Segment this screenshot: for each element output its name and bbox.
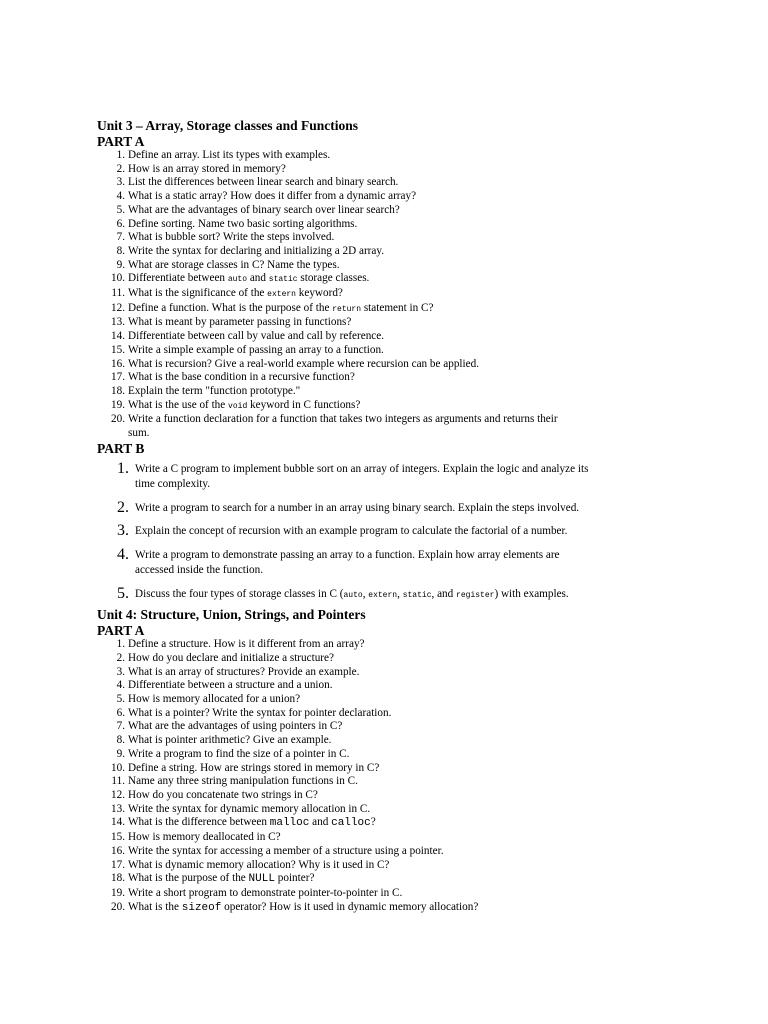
code-keyword: calloc bbox=[331, 817, 371, 830]
code-keyword: auto bbox=[343, 590, 363, 600]
code-keyword: extern bbox=[267, 290, 296, 300]
list-item: 18. Explain the term "function prototype." bbox=[111, 384, 301, 397]
list-item: 1. Define a structure. How is it different from an array? bbox=[116, 638, 365, 651]
list-item: 3. What is an array of structures? Provide an example. bbox=[116, 665, 360, 678]
list-item: 6. What is a pointer? Write the syntax for pointer declaration. bbox=[116, 706, 392, 719]
list-item: 6. Define sorting. Name two basic sorting algorithms. bbox=[116, 217, 358, 230]
list-item: 19. Write a short program to demonstrate pointer-to-pointer in C. bbox=[111, 886, 403, 899]
list-item: 7. What is bubble sort? Write the steps involved. bbox=[116, 231, 335, 244]
list-item: 3. List the differences between linear search and binary search. bbox=[116, 176, 399, 189]
list-item: 8. What is pointer arithmetic? Give an example. bbox=[116, 734, 332, 747]
list-item: 14. Differentiate between call by value and call by reference. bbox=[111, 330, 385, 343]
unit3-title: Unit 3 – Array, Storage classes and Functions bbox=[97, 118, 359, 133]
unit4-title: Unit 4: Structure, Union, Strings, and Pointers bbox=[97, 607, 366, 623]
unit4-part-a-title: PART A bbox=[97, 623, 145, 639]
list-item: 10. Define a string. How are strings stored in memory in C? bbox=[111, 761, 380, 774]
list-item: 13. What is meant by parameter passing in functions? bbox=[111, 316, 352, 329]
code-keyword: auto bbox=[227, 275, 248, 285]
list-item: 18. What is the purpose of the NULL pointer? bbox=[111, 872, 315, 886]
list-item: 8. Write the syntax for declaring and initializing a 2D array. bbox=[116, 244, 385, 257]
list-item: 12. Define a function. What is the purpose of the return statement in C? bbox=[111, 301, 434, 314]
code-keyword: extern bbox=[368, 590, 398, 600]
list-item: 12. How do you concatenate two strings in C? bbox=[111, 789, 318, 801]
code-keyword: void bbox=[228, 401, 248, 411]
list-item: 16. Write the syntax for accessing a member of a structure using a pointer. bbox=[111, 844, 444, 857]
list-item: 2. How is an array stored in memory? bbox=[116, 162, 286, 175]
list-item: 14. What is the difference between malloc and calloc? bbox=[111, 816, 376, 830]
list-item: 11. What is the significance of the extern keyword? bbox=[111, 287, 343, 300]
list-item: 17. What is the base condition in a recursive function? bbox=[111, 371, 355, 384]
unit3-part-b-title: PART B bbox=[97, 440, 145, 456]
document-page bbox=[97, 118, 597, 915]
list-item: 7. What are the advantages of using pointers in C? bbox=[116, 720, 343, 733]
list-item: 1. Write a C program to implement bubble sort on an array of integers. Explain the logic and analyze its time complexity. bbox=[117, 459, 589, 491]
code-keyword: sizeof bbox=[181, 901, 222, 914]
unit4-part-a-list bbox=[97, 638, 597, 915]
list-item: 19. What is the use of the void keyword in C functions? bbox=[111, 398, 361, 411]
list-item: 5. What are the advantages of binary search over linear search? bbox=[116, 203, 400, 216]
list-item: 4. Differentiate between a structure and a union. bbox=[116, 679, 333, 692]
unit3-part-a-list bbox=[97, 149, 597, 441]
code-keyword: malloc bbox=[269, 817, 310, 830]
list-item: 17. What is dynamic memory allocation? Why is it used in C? bbox=[111, 858, 390, 871]
list-item: 10. Differentiate between auto and static storage classes. bbox=[111, 272, 370, 285]
list-item: 9. Write a program to find the size of a pointer in C. bbox=[116, 747, 350, 760]
list-item: 2. How do you declare and initialize a structure? bbox=[116, 651, 334, 664]
list-item: 13. Write the syntax for dynamic memory allocation in C. bbox=[111, 802, 371, 815]
unit3-part-a-title: PART A bbox=[97, 134, 145, 149]
code-keyword: register bbox=[456, 590, 495, 600]
list-item: 20. Write a function declaration for a function that takes two integers as arguments and returns their sum. bbox=[111, 413, 558, 440]
list-item: 15. Write a simple example of passing an array to a function. bbox=[111, 343, 384, 356]
list-item: 4. What is a static array? How does it differ from a dynamic array? bbox=[116, 190, 417, 203]
list-item: 15. How is memory deallocated in C? bbox=[111, 831, 281, 844]
list-item: 5. How is memory allocated for a union? bbox=[116, 693, 301, 706]
unit3-part-b-list bbox=[97, 459, 597, 604]
code-keyword: static bbox=[268, 275, 298, 285]
list-item: 5. Discuss the four types of storage classes in C (auto, extern, static, and register) with examples. bbox=[117, 584, 569, 602]
list-item: 11. Name any three string manipulation functions in C. bbox=[111, 775, 358, 788]
list-item: 9. What are storage classes in C? Name the types. bbox=[116, 258, 340, 271]
list-item: 4. Write a program to demonstrate passing an array to a function. Explain how array elements are accessed inside the function. bbox=[117, 545, 560, 577]
list-item: 1. Define an array. List its types with examples. bbox=[116, 149, 331, 161]
code-keyword: NULL bbox=[248, 873, 275, 886]
code-keyword: return bbox=[332, 304, 362, 314]
list-item: 3. Explain the concept of recursion with an example program to calculate the factorial of a number. bbox=[117, 522, 568, 540]
list-item: 20. What is the sizeof operator? How is it used in dynamic memory allocation? bbox=[111, 900, 479, 914]
code-keyword: static bbox=[402, 590, 432, 600]
list-item: 2. Write a program to search for a number in an array using binary search. Explain the steps involved. bbox=[117, 498, 580, 516]
list-item: 16. What is recursion? Give a real-world example where recursion can be applied. bbox=[111, 357, 480, 370]
